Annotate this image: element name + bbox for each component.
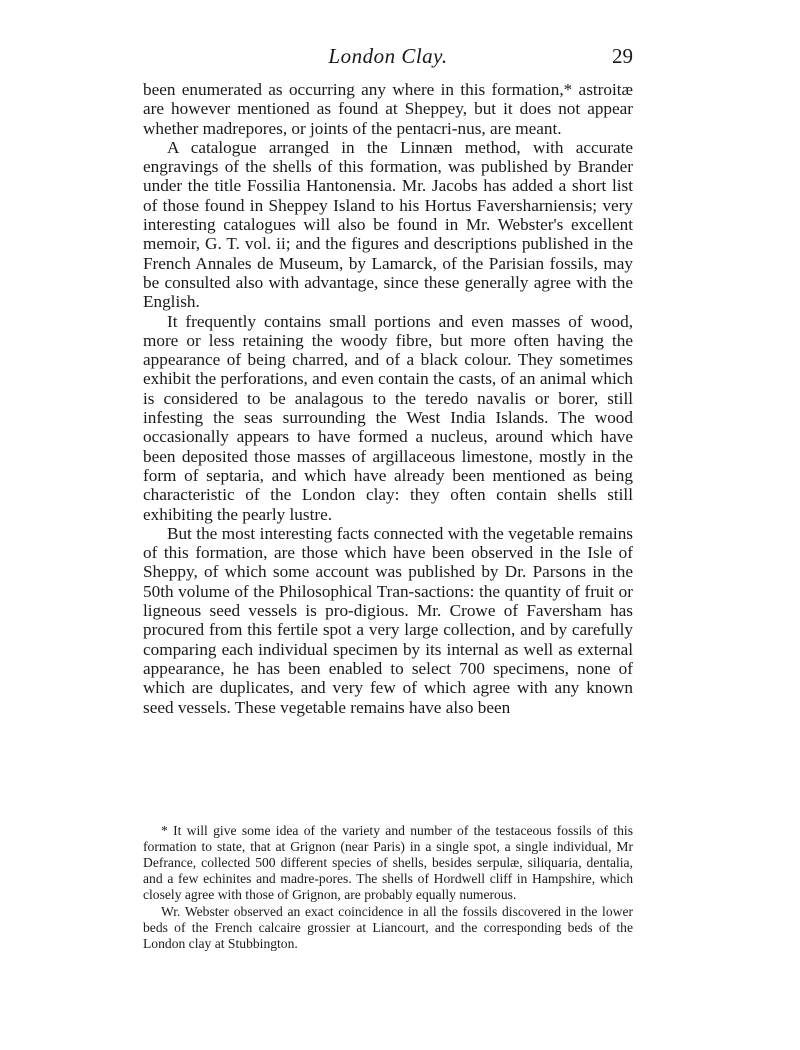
footnotes bbox=[143, 823, 633, 952]
paragraph-2: A catalogue arranged in the Linnæn method, with accurate engravings of the shells of this formation, was published by Brander under the title Fossilia Hantonensia. Mr. Jacobs has added a short list of those found in Sheppey Island to his Hortus Faversharniensis; very interesting catalogues will also be found in Mr. Webster's excellent memoir, G. T. vol. ii; and the figures and descriptions published in the French Annales de Museum, by Lamarck, of the Parisian fossils, may be consulted also with advantage, since these generally agree with the English. bbox=[143, 137, 633, 312]
footnote-1: * It will give some idea of the variety and number of the testaceous fossils of this formation to state, that at Grignon (near Paris) in a single spot, a single individual, Mr Defrance, collected 500 different species of shells, besides serpulæ, siliquaria, dentalia, and a few echinites and madre-pores. The shells of Hordwell cliff in Hampshire, which closely agree with those of Grignon, are probably equally numerous. bbox=[143, 823, 633, 902]
running-head bbox=[143, 44, 633, 72]
page-number: 29 bbox=[612, 44, 633, 68]
running-title: London Clay. bbox=[328, 44, 448, 68]
footnote-2: Wr. Webster observed an exact coincidence in all the fossils discovered in the lower beds of the French calcaire grossier at Liancourt, and the corresponding beds of the London clay at Stubbington. bbox=[143, 904, 633, 951]
paragraph-3: It frequently contains small portions and even masses of wood, more or less retaining the woody fibre, but more often having the appearance of being charred, and of a black colour. They sometimes exhibit the perforations, and even contain the casts, of an animal which is considered to be analagous to the teredo navalis or borer, still infesting the seas surrounding the West India Islands. The wood occasionally appears to have formed a nucleus, around which have been deposited those masses of argillaceous limestone, mostly in the form of septaria, and which have already been mentioned as being characteristic of the London clay: they often contain shells still exhibiting the pearly lustre. bbox=[143, 311, 633, 524]
paragraph-1: been enumerated as occurring any where in this formation,* astroitæ are however mentioned as found at Sheppey, but it does not appear whether madrepores, or joints of the pentacri-nus, are meant. bbox=[143, 80, 633, 138]
paragraph-4: But the most interesting facts connected with the vegetable remains of this formation, are those which have been observed in the Isle of Sheppy, of which some account was published by Dr. Parsons in the 50th volume of the Philosophical Tran-sactions: the quantity of fruit or ligneous seed vessels is pro-digious. Mr. Crowe of Faversham has procured from this fertile spot a very large collection, and by carefully comparing each individual specimen by its internal as well as external appearance, he has been enabled to select 700 specimens, none of which are duplicates, and very few of which agree with any known seed vessels. These vegetable remains have also been bbox=[143, 523, 633, 717]
body-text bbox=[143, 80, 633, 717]
